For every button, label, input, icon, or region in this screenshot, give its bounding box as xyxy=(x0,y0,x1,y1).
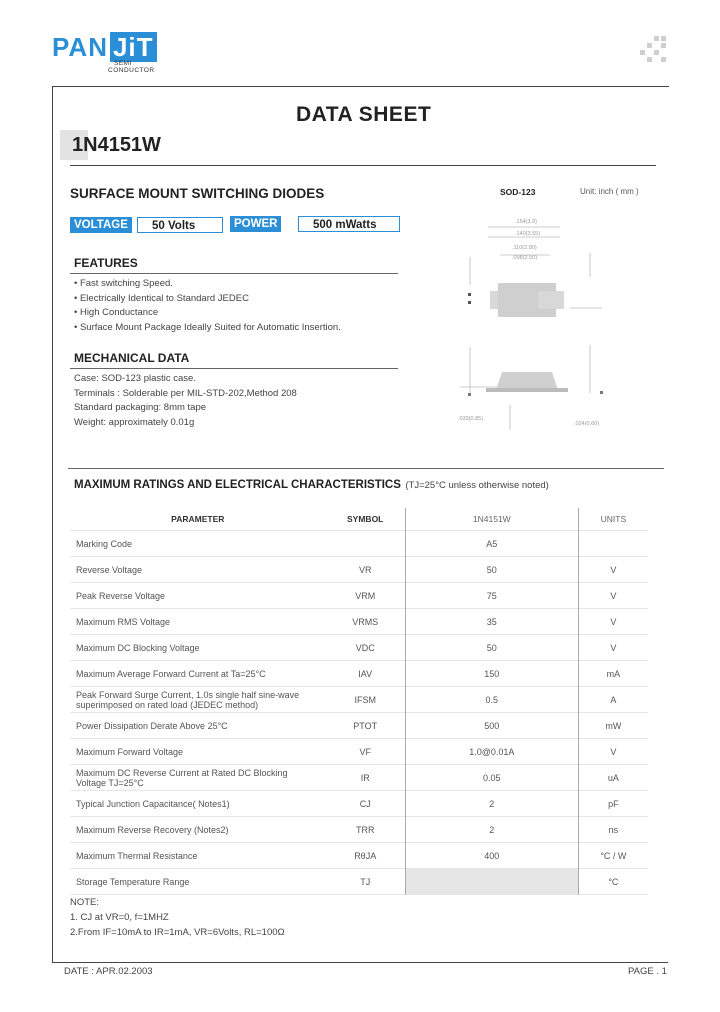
value-cell: 2 xyxy=(405,791,578,817)
units-cell xyxy=(578,531,648,557)
table-row xyxy=(70,765,648,791)
value-cell: 2 xyxy=(405,817,578,843)
ratings-divider xyxy=(68,468,664,469)
table-row xyxy=(70,609,648,635)
mechanical-item: Standard packaging: 8mm tape xyxy=(74,402,207,413)
value-cell: 35 xyxy=(405,609,578,635)
parameter-cell: Maximum Reverse Recovery (Notes2) xyxy=(76,824,229,835)
logo-sub-line1: SEMI xyxy=(114,60,132,67)
logo-sub-line2: CONDUCTOR xyxy=(108,67,155,74)
parameter-cell: Maximum RMS Voltage xyxy=(76,616,171,627)
table-row xyxy=(70,817,648,843)
units-cell: mW xyxy=(605,720,622,731)
symbol-cell: TRR xyxy=(355,824,375,835)
units-cell: V xyxy=(610,616,617,627)
mechanical-list xyxy=(74,372,297,430)
value-cell: 400 xyxy=(405,843,578,869)
product-subtitle: SURFACE MOUNT SWITCHING DIODES xyxy=(70,186,325,201)
value-cell: 0.05 xyxy=(405,765,578,791)
parameter-cell: Peak Forward Surge Current, 1.0s single half sine-wave superimposed on rated load (JEDEC method) xyxy=(76,689,300,710)
symbol-cell: VRMS xyxy=(352,616,379,627)
parameter-cell: Reverse Voltage xyxy=(76,564,143,575)
table-row xyxy=(70,869,648,895)
power-badge-label: POWER xyxy=(230,216,281,232)
table-row xyxy=(70,661,648,687)
ratings-condition: (TJ=25°C unless otherwise noted) xyxy=(405,480,549,491)
symbol-cell: IR xyxy=(360,772,370,783)
parameter-cell: Maximum Forward Voltage xyxy=(76,746,184,757)
feature-item: • Fast switching Speed. xyxy=(74,278,173,289)
package-name: SOD-123 xyxy=(500,187,536,197)
svg-text:.154(3.9): .154(3.9) xyxy=(515,219,538,225)
table-row xyxy=(70,557,648,583)
svg-text:.098(2.50): .098(2.50) xyxy=(512,255,538,261)
mechanical-item: Weight: approximately 0.01g xyxy=(74,416,195,428)
units-cell: mA xyxy=(606,668,621,679)
units-cell: V xyxy=(610,564,617,575)
part-number: 1N4151W xyxy=(72,134,161,156)
footer-page: PAGE . 1 xyxy=(628,966,667,977)
voltage-badge-label: VOLTAGE xyxy=(70,217,132,233)
parameter-cell: Typical Junction Capacitance( Notes1) xyxy=(76,798,230,809)
units-cell: ns xyxy=(608,824,619,835)
value-cell: 500 xyxy=(405,713,578,739)
sod123-outline-drawing xyxy=(440,205,620,435)
units-cell: V xyxy=(610,590,617,601)
value-cell: A5 xyxy=(405,531,578,557)
table-row xyxy=(70,791,648,817)
column-header-value: 1N4151W xyxy=(405,508,578,531)
parameter-cell: Maximum Thermal Resistance xyxy=(76,850,198,861)
svg-text:.110(2.80): .110(2.80) xyxy=(512,245,537,251)
ratings-heading-line xyxy=(74,475,549,493)
mechanical-heading: MECHANICAL DATA xyxy=(74,351,190,365)
logo-subtitle xyxy=(108,60,155,74)
column-header-parameter: PARAMETER xyxy=(171,514,225,524)
feature-item: • Surface Mount Package Ideally Suited for Automatic Insertion. xyxy=(74,321,341,333)
title-divider xyxy=(70,165,656,166)
parameter-cell: Peak Reverse Voltage xyxy=(76,590,166,601)
value-cell xyxy=(405,869,578,895)
note-item: 2.From IF=10mA to IR=1mA, VR=6Volts, RL=100Ω xyxy=(70,927,285,938)
symbol-cell: TJ xyxy=(360,876,371,887)
units-cell: V xyxy=(610,642,617,653)
symbol-cell: RθJA xyxy=(354,850,377,861)
feature-item: • Electrically Identical to Standard JEDEC xyxy=(74,292,249,304)
value-cell: 50 xyxy=(405,557,578,583)
table-row xyxy=(70,531,648,557)
parameter-cell: Maximum Average Forward Current at Ta=25°C xyxy=(76,668,266,679)
power-badge-value: 500 mWatts xyxy=(298,216,400,232)
symbol-cell xyxy=(326,531,406,557)
table-header-row xyxy=(70,508,648,531)
value-cell: 75 xyxy=(405,583,578,609)
notes-block xyxy=(70,895,285,940)
value-cell: 0.5 xyxy=(405,687,578,713)
units-cell: V xyxy=(610,746,617,757)
column-header-units: UNITS xyxy=(600,514,627,524)
table-row xyxy=(70,583,648,609)
table-row xyxy=(70,635,648,661)
logo-text-jit: JiT xyxy=(110,32,157,62)
parameter-cell: Marking Code xyxy=(76,538,133,549)
units-cell: uA xyxy=(607,772,619,783)
symbol-cell: VR xyxy=(358,564,372,575)
symbol-cell: IAV xyxy=(358,668,373,679)
parameter-cell: Storage Temperature Range xyxy=(76,876,190,887)
footer-date: DATE : APR.02.2003 xyxy=(64,966,153,977)
svg-text:.024(0.60): .024(0.60) xyxy=(574,421,600,427)
page-title: DATA SHEET xyxy=(296,103,432,126)
svg-text:.033(0.85): .033(0.85) xyxy=(458,416,484,422)
decorative-dots-icon xyxy=(640,36,668,64)
value-cell: 50 xyxy=(405,635,578,661)
table-row xyxy=(70,713,648,739)
package-unit: Unit: inch ( mm ) xyxy=(580,187,639,196)
symbol-cell: VDC xyxy=(355,642,375,653)
parameter-cell: Maximum DC Blocking Voltage xyxy=(76,642,200,653)
units-cell: °C / W xyxy=(600,850,627,861)
symbol-cell: PTOT xyxy=(353,720,378,731)
features-list xyxy=(74,277,341,335)
symbol-cell: CJ xyxy=(359,798,371,809)
symbol-cell: IFSM xyxy=(354,694,376,705)
ratings-heading: MAXIMUM RATINGS AND ELECTRICAL CHARACTERISTICS xyxy=(74,479,401,491)
svg-text:.140(3.55): .140(3.55) xyxy=(515,231,541,237)
feature-item: • High Conductance xyxy=(74,307,159,318)
value-cell: 150 xyxy=(405,661,578,687)
units-cell: pF xyxy=(608,798,619,809)
note-item: 1. CJ at VR=0, f=1MHZ xyxy=(70,912,169,923)
symbol-cell: VF xyxy=(359,746,371,757)
notes-heading: NOTE: xyxy=(70,897,100,908)
features-heading: FEATURES xyxy=(74,256,138,270)
parameter-cell: Maximum DC Reverse Current at Rated DC Blocking Voltage TJ=25°C xyxy=(76,767,288,788)
table-row xyxy=(70,843,648,869)
symbol-cell: VRM xyxy=(355,590,376,601)
panjit-logo xyxy=(52,32,157,63)
logo-text-pan: PAN xyxy=(52,32,108,62)
voltage-badge-value: 50 Volts xyxy=(137,217,223,233)
column-header-symbol: SYMBOL xyxy=(347,514,384,524)
features-divider xyxy=(70,273,398,274)
units-cell: A xyxy=(610,694,617,705)
units-cell: °C xyxy=(608,876,619,887)
mechanical-item: Terminals : Solderable per MIL-STD-202,Method 208 xyxy=(74,387,297,399)
value-cell: 1.0@0.01A xyxy=(405,739,578,765)
parameter-cell: Power Dissipation Derate Above 25°C xyxy=(76,720,228,731)
table-row xyxy=(70,739,648,765)
footer-divider xyxy=(52,962,668,963)
ratings-table xyxy=(70,508,648,895)
mechanical-divider xyxy=(70,368,398,369)
mechanical-item: Case: SOD-123 plastic case. xyxy=(74,373,196,384)
table-row xyxy=(70,687,648,713)
